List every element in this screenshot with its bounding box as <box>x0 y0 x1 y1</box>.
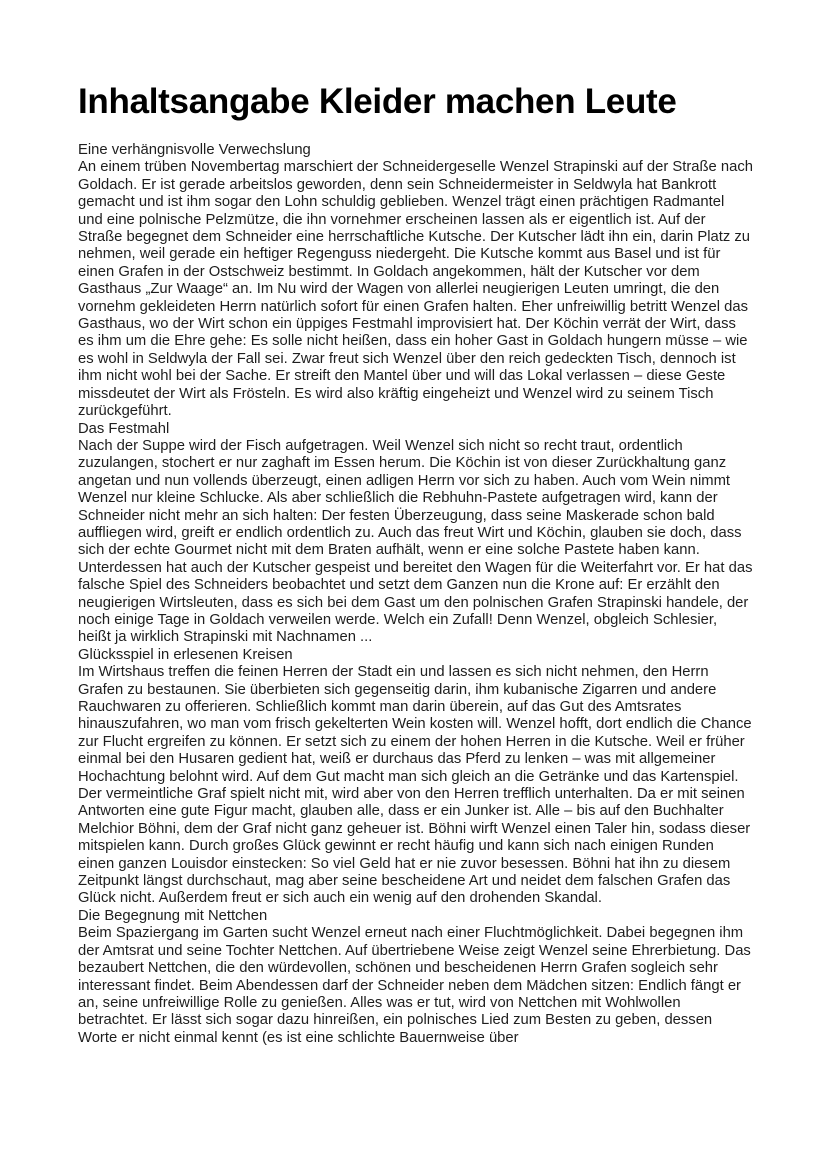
document-title: Inhaltsangabe Kleider machen Leute <box>78 82 677 121</box>
section-paragraph: Beim Spaziergang im Garten sucht Wenzel erneut nach einer Fluchtmöglichkeit. Dabei begegnen ihm der Amtsrat und seine Tochter Nettchen. Auf übertriebene Weise zeigt Wenzel seine Ehrerbietung. Das bezaubert Nettchen, die den würdevollen, schönen und bescheidenen Herrn Grafen sogleich sehr interessant findet. Beim Abendessen darf der Schneider neben dem Mädchen sitzen: Endlich fängt er an, seine unfreiwillige Rolle zu genießen. Alles was er tut, wird von Nettchen mit Wohlwollen betrachtet. Er lässt sich sogar dazu hinreißen, ein polnisches Lied zum Besten zu geben, dessen Worte er nicht einmal kennt (es ist eine schlichte Bauernweise über <box>78 925 751 1046</box>
section-gluecksspiel <box>78 647 753 908</box>
section-heading: Glücksspiel in erlesenen Kreisen <box>78 646 293 663</box>
section-heading: Eine verhängnisvolle Verwechslung <box>78 142 311 158</box>
section-paragraph: Nach der Suppe wird der Fisch aufgetragen. Weil Wenzel sich nicht so recht traut, ordentlich zuzulangen, stochert er nur zaghaft im Essen herum. Die Köchin ist von dieser Zurückhaltung ganz angetan und nun vollends überzeugt, einen adligen Herrn vor sich zu haben. Auch vom Wein nimmt Wenzel nur kleine Schlucke. Als aber schließlich die Rebhuhn-Pastete aufgetragen wird, kann der Schneider nicht mehr an sich halten: Der festen Überzeugung, dass seine Maskerade schon bald auffliegen wird, greift er endlich ordentlich zu. Auch das freut Wirt und Köchin, glauben sie doch, dass sich der echte Gourmet nicht mit dem Braten aufhält, wenn er eine solche Pastete haben kann. Unterdessen hat auch der Kutscher gespeist und bereitet den Wagen für die Weiterfahrt vor. Er hat das falsche Spiel des Schneiders beobachtet und setzt dem Ganzen nun die Krone auf: Er erzählt den neugierigen Wirtsleuten, dass es sich bei dem Gast um den polnischen Grafen Strapinski handele, der noch einige Tage in Goldach verweilen werde. Welch ein Zufall! Denn Wenzel, obgleich Schlesier, heißt ja wirklich Strapinski mit Nachnamen ... <box>78 437 753 646</box>
document-body <box>78 142 753 1047</box>
section-verwechslung <box>78 142 753 421</box>
section-heading: Die Begegnung mit Nettchen <box>78 907 268 924</box>
section-paragraph: An einem trüben Novembertag marschiert der Schneidergeselle Wenzel Strapinski auf der Straße nach Goldach. Er ist gerade arbeitslos geworden, denn sein Schneidermeister in Seldwyla hat Bankrott gemacht und ist ihm sogar den Lohn schuldig geblieben. Wenzel trägt einen prächtigen Radmantel und eine polnische Pelzmütze, die ihn vornehmer erscheinen lassen als er eigentlich ist. Auf der Straße begegnet dem Schneider eine herrschaftliche Kutsche. Der Kutscher lädt ihn ein, darin Platz zu nehmen, weil gerade ein heftiger Regenguss niedergeht. Die Kutsche kommt aus Basel und ist für einen Grafen in der Ostschweiz bestimmt. In Goldach angekommen, hält der Kutscher vor dem Gasthaus „Zur Waage“ an. Im Nu wird der Wagen von allerlei neugierigen Leuten umringt, die den vornehm gekleideten Herrn natürlich sofort für einen Grafen halten. Eher unfreiwillig betritt Wenzel das Gasthaus, wo der Wirt schon ein üppiges Festmahl improvisiert hat. Der Köchin verrät der Wirt, dass es ihm um die Ehre gehe: Es solle nicht heißen, dass ein hoher Gast in Goldach hungern müsse – wie es wohl in Seldwyla der Fall sei. Zwar freut sich Wenzel über den reich gedeckten Tisch, dennoch ist ihm nicht wohl bei der Sache. Er streift den Mantel über und will das Lokal verlassen – diese Geste missdeutet der Wirt als Frösteln. Es wird also kräftig eingeheizt und Wenzel wird zu seinem Tisch zurückgeführt. <box>78 159 753 420</box>
section-paragraph: Im Wirtshaus treffen die feinen Herren der Stadt ein und lassen es sich nicht nehmen, den Herrn Grafen zu bestaunen. Sie überbieten sich gegenseitig darin, ihm kubanische Zigarren und andere Rauchwaren zu offerieren. Schließlich kommt man darin überein, auf das Gut des Amtsrates hinauszufahren, wo man vom frisch gekelterten Wein kosten will. Wenzel hofft, dort endlich die Chance zur Flucht ergreifen zu können. Er setzt sich zu einem der hohen Herren in die Kutsche. Weil er früher einmal bei den Husaren gedient hat, weiß er durchaus das Pferd zu lenken – was mit allgemeiner Hochachtung belohnt wird. Auf dem Gut macht man sich gleich an die Getränke und das Kartenspiel. Der vermeintliche Graf spielt nicht mit, wird aber von den Herren trefflich unterhalten. Da er mit seinen Antworten eine gute Figur macht, glauben alle, dass er ein Junker ist. Alle – bis auf den Buchhalter Melchior Böhni, dem der Graf nicht ganz geheuer ist. Böhni wirft Wenzel einen Taler hin, sodass dieser mitspielen kann. Durch großes Glück gewinnt er recht häufig und kann sich nach einigen Runden einen ganzen Louisdor einstecken: So viel Geld hat er nie zuvor besessen. Böhni hat ihn zu diesem Zeitpunkt längst durchschaut, mag aber seine bescheidene Art und neidet dem falschen Grafen das Glück nicht. Außerdem freut er sich auch ein wenig auf den drohenden Skandal. <box>78 664 752 907</box>
section-nettchen <box>78 908 753 1047</box>
section-festmahl <box>78 421 753 647</box>
section-heading: Das Festmahl <box>78 420 170 437</box>
